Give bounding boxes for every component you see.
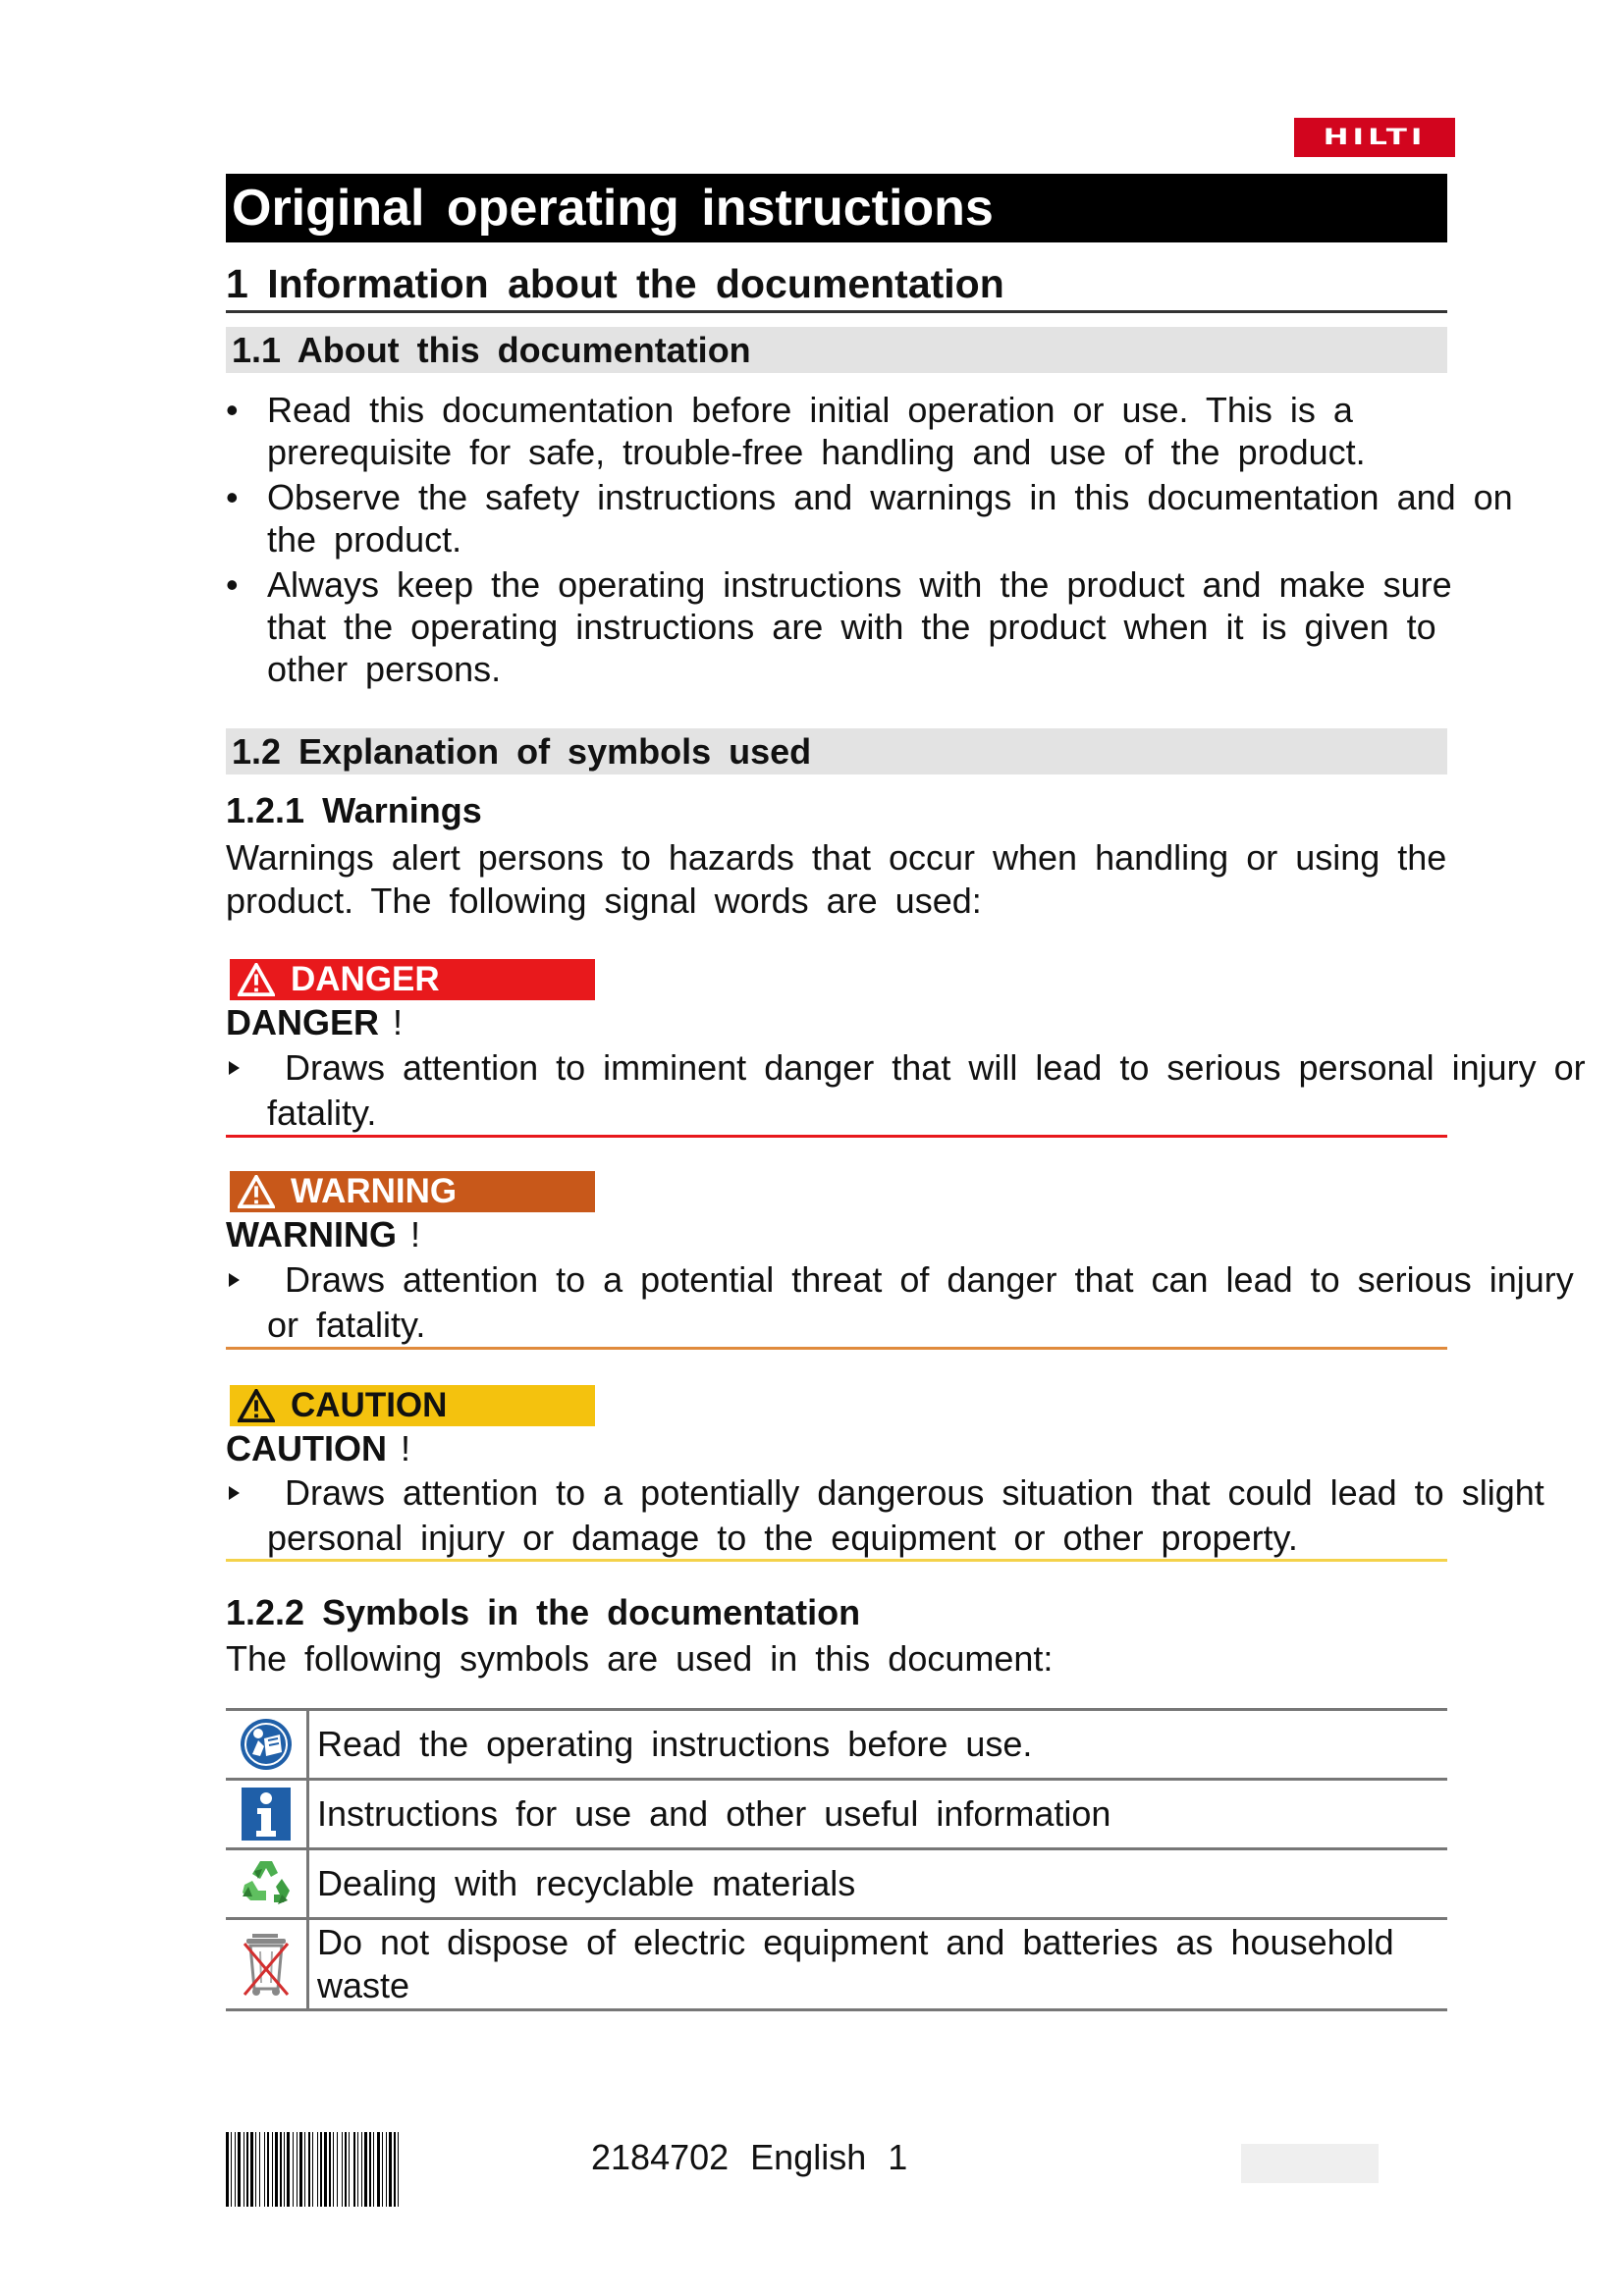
arrow-bullet-icon: [229, 1061, 240, 1075]
symbols-intro: The following symbols are used in this document:: [226, 1638, 1054, 1679]
danger-signal-bar: [230, 959, 595, 1000]
symbol-label: Do not dispose of electric equipment and batteries as household waste: [308, 1919, 1448, 2010]
warning-exclamation: !: [410, 1214, 421, 1255]
crossed-out-bin-icon: [241, 1930, 292, 1999]
table-row: [226, 1710, 1447, 1780]
section-heading-1-2: 1.2 Explanation of symbols used: [226, 728, 1447, 774]
warnings-intro: Warnings alert persons to hazards that occur when handling or using the product. The following signal words are used:: [226, 837, 1447, 921]
recycling-icon: [239, 1857, 294, 1910]
caution-signal-word: [226, 1427, 410, 1470]
warning-triangle-icon: [238, 1175, 275, 1208]
icon-cell: [226, 1919, 308, 2010]
danger-word: DANGER: [226, 1002, 380, 1042]
symbol-label: Instructions for use and other useful information: [308, 1780, 1448, 1849]
icon-cell: [226, 1780, 308, 1849]
caution-exclamation: !: [401, 1428, 411, 1468]
danger-description-text: Draws attention to imminent danger that will lead to serious personal injury or fatality.: [267, 1047, 1586, 1133]
warning-triangle-icon: [238, 963, 275, 996]
warning-divider: [226, 1347, 1447, 1350]
arrow-bullet-icon: [229, 1273, 240, 1287]
warning-description-text: Draws attention to a potential threat of danger that can lead to serious injury or fatality.: [267, 1259, 1574, 1345]
warning-signal-word: [226, 1213, 420, 1256]
section-heading-1-1: 1.1 About this documentation: [226, 327, 1447, 373]
caution-description-text: Draws attention to a potentially dangerous situation that could lead to slight personal injury or damage to the equipment or other property.: [267, 1472, 1544, 1558]
symbol-label: Dealing with recyclable materials: [308, 1849, 1448, 1919]
table-row: [226, 1919, 1447, 2010]
footer-grey-box: [1241, 2144, 1379, 2183]
language-label: English: [750, 2137, 867, 2177]
table-row: [226, 1849, 1447, 1919]
warning-bar-label: WARNING: [291, 1172, 458, 1210]
logo-text: HILTI: [1323, 125, 1427, 150]
warning-signal-bar: [230, 1171, 595, 1212]
caution-divider: [226, 1559, 1447, 1562]
section-heading-1: 1 Information about the documentation: [226, 257, 1447, 313]
caution-description: [226, 1470, 1600, 1561]
bullet-item: • Always keep the operating instructions with the product and make sure that the operating instructions are with the product when it is given to other persons.: [226, 563, 1514, 690]
info-icon: [242, 1788, 291, 1841]
danger-description: [226, 1045, 1600, 1136]
table-row: [226, 1780, 1447, 1849]
section-heading-1-2-2: 1.2.2 Symbols in the documentation: [226, 1592, 861, 1632]
read-manual-icon: [239, 1717, 294, 1772]
caution-word: CAUTION: [226, 1428, 387, 1468]
caution-signal-bar: [230, 1385, 595, 1426]
document-number: 2184702: [591, 2137, 730, 2177]
page-number: 1: [888, 2137, 908, 2177]
danger-signal-word: [226, 1001, 403, 1044]
danger-exclamation: !: [393, 1002, 404, 1042]
warning-triangle-icon: [238, 1389, 275, 1422]
bullet-item: • Observe the safety instructions and warnings in this documentation and on the product.: [226, 476, 1514, 561]
bullet-item: • Read this documentation before initial operation or use. This is a prerequisite for safe, trouble-free handling and use of the product.: [226, 389, 1506, 473]
page-title: Original operating instructions: [226, 174, 1447, 242]
about-bullet-list: [226, 389, 1571, 693]
symbols-table: [226, 1708, 1447, 2011]
barcode: [226, 2132, 560, 2207]
icon-cell: [226, 1849, 308, 1919]
section-heading-1-2-1: 1.2.1 Warnings: [226, 790, 482, 830]
icon-cell: [226, 1710, 308, 1780]
page-footer: [591, 2136, 907, 2179]
danger-bar-label: DANGER: [291, 960, 440, 998]
warning-word: WARNING: [226, 1214, 397, 1255]
symbol-label: Read the operating instructions before use.: [308, 1710, 1448, 1780]
caution-bar-label: CAUTION: [291, 1386, 448, 1424]
danger-divider: [226, 1135, 1447, 1138]
arrow-bullet-icon: [229, 1486, 240, 1500]
hilti-logo: [1294, 118, 1455, 157]
warning-description: [226, 1257, 1600, 1348]
